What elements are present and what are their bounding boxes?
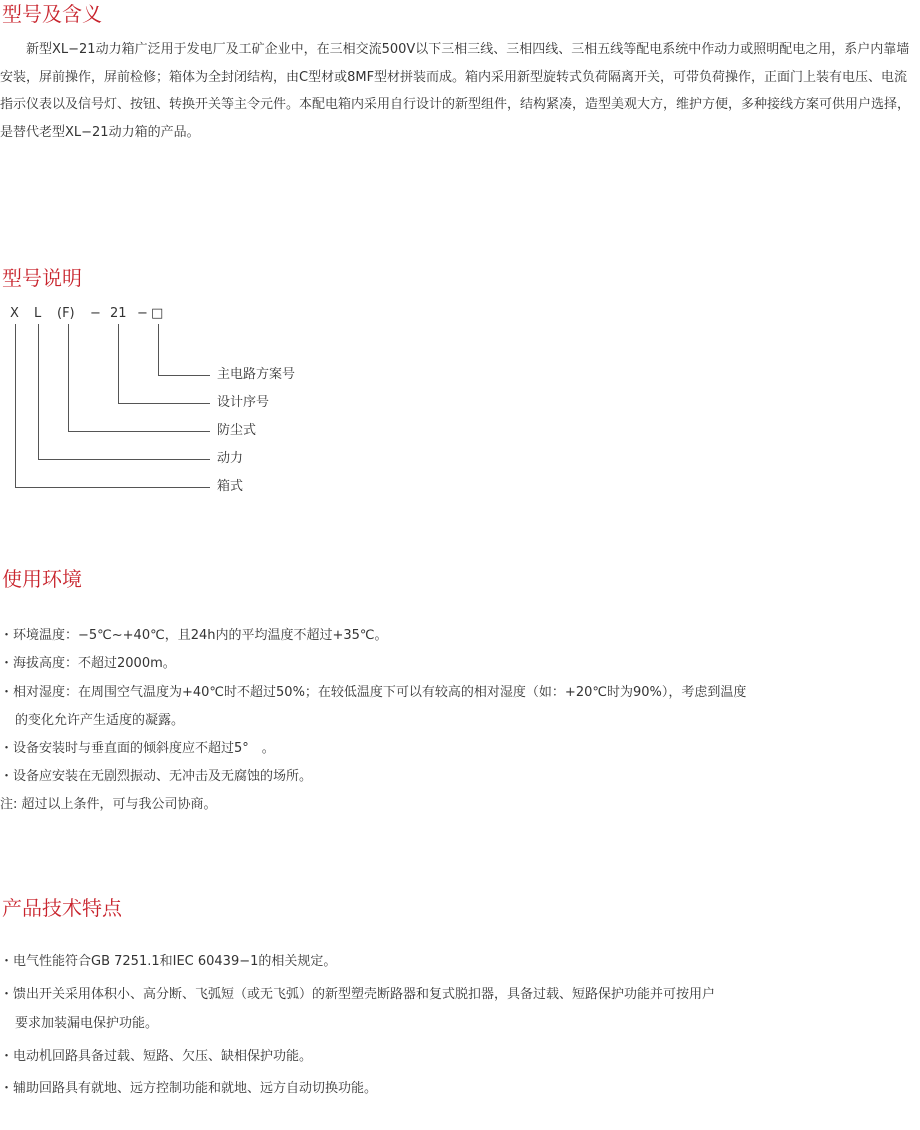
leader-line-dustproof	[69, 324, 211, 432]
leader-line-main-circuit	[159, 324, 211, 376]
label-power: 动力	[217, 451, 244, 466]
env-note: 注: 超过以上条件，可与我公司协商。	[0, 797, 217, 812]
leader-line-box	[16, 324, 211, 488]
env-item-location: ・设备应安装在无剧烈振动、无冲击及无腐蚀的场所。	[0, 769, 313, 784]
section-title-model-explanation: 型号说明	[2, 266, 82, 290]
env-item-humidity: ・相对湿度：在周围空气温度为+40℃时不超过50%；在较低温度下可以有较高的相对湿度（如：+20℃时为90%），考虑到温度	[0, 685, 747, 700]
label-main-circuit: 主电路方案号	[217, 367, 296, 382]
label-design-number: 设计序号	[217, 395, 270, 410]
leader-line-design-no	[119, 324, 211, 404]
section-title-environment: 使用环境	[2, 567, 82, 591]
code-part-f: (F)	[57, 306, 75, 321]
code-part-dash-2: −	[137, 306, 148, 321]
env-item-tilt: ・设备安装时与垂直面的倾斜度应不超过5° 。	[0, 741, 275, 756]
code-part-dash-1: −	[90, 306, 101, 321]
section-body-model-meaning: 新型XL−21动力箱广泛用于发电厂及工矿企业中，在三相交流500V以下三相三线、三相四线、三相五线等配电系统中作动力或照明配电之用，系户内靠墙安装，屏前操作，屏前检修；箱体为全封闭结构，由C型材或8MF型材拼装而成。箱内采用新型旋转式负荷隔离开关，可带负荷操作，正面门上装有电压、电流指示仪表以及信号灯、按钮、转换开关等主令元件。本配电箱内采用自行设计的新型组件，结构紧凑，造型美观大方，维护方便，多种接线方案可供用户选择，是替代老型XL−21动力箱的产品。	[0, 42, 911, 140]
code-part-box: □	[151, 306, 164, 321]
feature-item-standard: ・电气性能符合GB 7251.1和IEC 60439−1的相关规定。	[0, 954, 337, 969]
section-title-model-meaning: 型号及含义	[2, 2, 102, 26]
label-box-type: 箱式	[217, 479, 244, 494]
env-item-altitude: ・海拔高度：不超过2000m。	[0, 656, 176, 671]
feature-item-motor: ・电动机回路具备过载、短路、欠压、缺相保护功能。	[0, 1049, 313, 1064]
feature-item-feeder: ・馈出开关采用体积小、高分断、飞弧短（或无飞弧）的新型塑壳断路器和复式脱扣器，具备过载、短路保护功能并可按用户	[0, 987, 716, 1002]
feature-item-auxiliary: ・辅助回路具有就地、远方控制功能和就地、远方自动切换功能。	[0, 1081, 378, 1096]
code-part-x: X	[10, 306, 19, 321]
code-part-21: 21	[110, 306, 127, 321]
feature-item-feeder-cont: 要求加装漏电保护功能。	[15, 1016, 159, 1031]
label-dustproof: 防尘式	[217, 423, 257, 438]
section-title-features: 产品技术特点	[2, 896, 122, 920]
env-item-temperature: ・环境温度：−5℃~+40℃，且24h内的平均温度不超过+35℃。	[0, 628, 388, 643]
env-item-humidity-cont: 的变化允许产生适度的凝露。	[15, 713, 185, 728]
leader-line-power	[39, 324, 211, 460]
code-part-l: L	[34, 306, 42, 321]
